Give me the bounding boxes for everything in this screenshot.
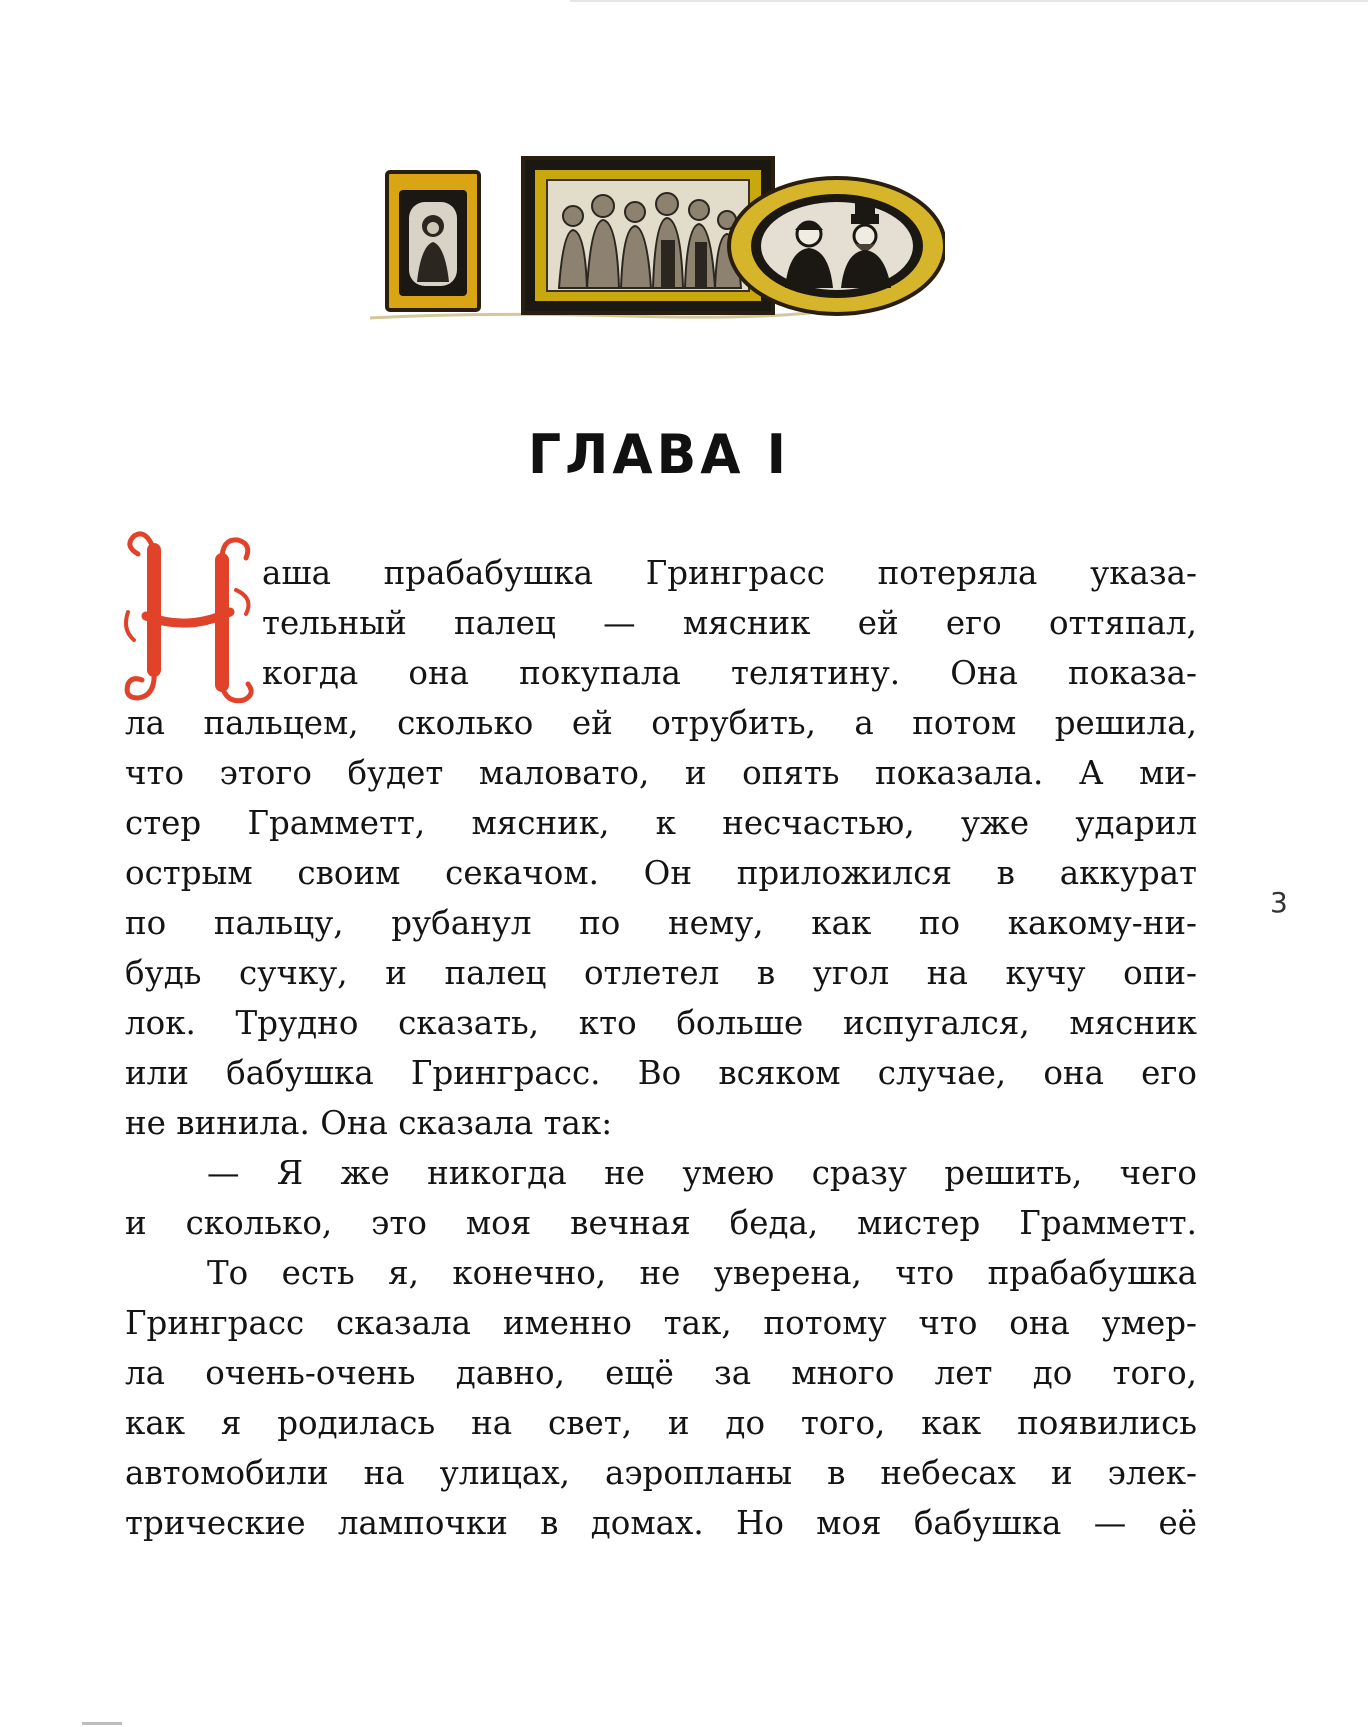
text-line: Гринграсс сказала именно так, потому что она умер- (125, 1304, 1197, 1342)
text-line: аша прабабушка Гринграсс потеряла указа- (262, 554, 1197, 592)
text-line: или бабушка Гринграсс. Во всяком случае, она его (125, 1054, 1197, 1092)
page-bottom-mark (82, 1722, 122, 1725)
text-line: ла очень-очень давно, ещё за много лет до того, (125, 1354, 1197, 1392)
text-line: То есть я, конечно, не уверена, что прабабушка (207, 1254, 1197, 1292)
text-line: ла пальцем, сколько ей отрубить, а потом решила, (125, 704, 1197, 742)
text-line: что этого будет маловато, и опять показала. А ми- (125, 754, 1197, 792)
body-text (125, 548, 1197, 1548)
text-line: будь сучку, и палец отлетел в угол на кучу опи- (125, 954, 1197, 992)
small-portrait-frame (387, 172, 479, 310)
framed-portraits-illustration (365, 150, 945, 325)
text-line: автомобили на улицах, аэропланы в небесах и элек- (125, 1454, 1197, 1492)
text-line: не винила. Она сказала так: (125, 1104, 613, 1142)
text-line: трические лампочки в домах. Но моя бабушка — её (125, 1504, 1197, 1542)
text-line: как я родилась на свет, и до того, как появились (125, 1404, 1197, 1442)
text-line: тельный палец — мясник ей его оттяпал, (262, 604, 1197, 642)
text-line: когда она покупала телятину. Она показа- (262, 654, 1197, 692)
text-line: — Я же никогда не умею сразу решить, чего (207, 1154, 1197, 1192)
text-line: по пальцу, рубанул по нему, как по какому-ни- (125, 904, 1197, 942)
text-line: лок. Трудно сказать, кто больше испугался, мясник (125, 1004, 1197, 1042)
text-line: стер Грамметт, мясник, к несчастью, уже ударил (125, 804, 1197, 842)
chapter-title: ГЛАВА I (528, 423, 790, 487)
text-line: острым своим секачом. Он приложился в аккурат (125, 854, 1197, 892)
page-number: 3 (1270, 886, 1288, 919)
page-top-edge (570, 0, 1368, 2)
text-line: и сколько, это моя вечная беда, мистер Грамметт. (125, 1204, 1197, 1242)
couple-portrait-frame (729, 178, 945, 314)
